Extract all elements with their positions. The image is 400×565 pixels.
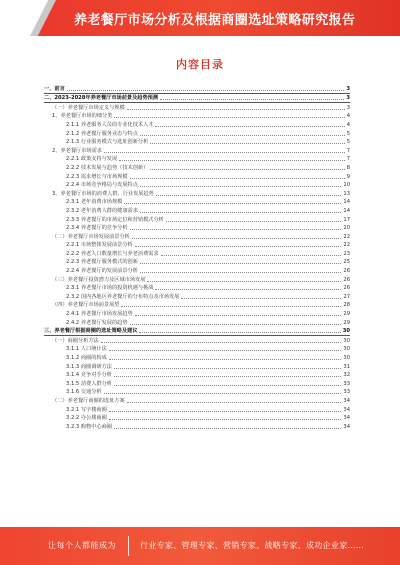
- toc-entry-title: 2.1.1 养老服务人员的专业化技术人才: [66, 121, 154, 128]
- toc-entry-title: （一）商圈分析方法: [52, 337, 99, 344]
- toc-entry[interactable]: [44, 327, 350, 336]
- toc-entry[interactable]: [44, 353, 350, 362]
- toc-entry-page: 14: [343, 199, 350, 206]
- toc-entry-title: 2.3.2 老年消费人群的健康需求: [66, 207, 138, 214]
- toc-entry-page: 4: [346, 121, 350, 128]
- toc-entry-title: 2.4.1 养老餐厅市场发展趋势: [66, 311, 133, 318]
- toc-dot-leader: [139, 332, 340, 333]
- toc-entry-title: 2.2.1 政策支持与发展: [66, 156, 118, 163]
- toc-entry[interactable]: [44, 198, 350, 207]
- toc-entry[interactable]: [44, 318, 350, 327]
- toc-dot-leader: [130, 324, 342, 325]
- toc-entry[interactable]: [44, 336, 350, 345]
- toc-entry-page: 26: [343, 276, 350, 283]
- toc-entry-title: 2.3.1 养老餐厅市场的投资机遇与挑战: [66, 285, 154, 292]
- toc-entry-page: 22: [343, 233, 350, 240]
- toc-entry-title: 3.2.3 购物中心商圈: [66, 423, 112, 430]
- toc-entry-page: 20: [343, 225, 350, 232]
- toc-entry-title: 3.2.1 写字楼商圈: [66, 406, 107, 413]
- toc-entry-title: 2.2.2 养老人口数量增长与养老消费需求: [66, 250, 159, 257]
- toc-dot-leader: [119, 160, 345, 161]
- toc-entry-title: 3.1.2 商圈的构成: [66, 355, 107, 361]
- toc-entry-page: 17: [343, 216, 350, 223]
- toc-entry[interactable]: [44, 275, 350, 284]
- toc-dot-leader: [127, 402, 342, 403]
- toc-entry-title: 二、2023-2028年养老餐厅市场前景及趋势预测: [44, 95, 159, 102]
- toc-entry-page: 26: [343, 285, 350, 292]
- toc-entry-page: 30: [343, 346, 350, 353]
- toc-dot-leader: [150, 143, 344, 144]
- toc-entry-page: 34: [343, 406, 350, 413]
- toc-entry-page: 26: [343, 268, 350, 275]
- toc-entry-title: 2.2.4 市场竞争格局与发展特点: [66, 182, 138, 189]
- toc-entry-page: 34: [343, 397, 350, 404]
- toc-entry-title: （四）养老餐厅市场前景展望: [52, 302, 120, 309]
- toc-entry[interactable]: [44, 301, 350, 310]
- toc-entry-page: 5: [346, 139, 350, 146]
- toc-dot-leader: [114, 368, 341, 369]
- report-title: 养老餐厅市场分析及根据商圈选址策略研究报告: [74, 13, 356, 28]
- toc-entry-page: 32: [343, 372, 350, 379]
- toc-entry-page: 22: [343, 242, 350, 249]
- toc-entry[interactable]: [44, 94, 350, 103]
- toc-entry-page: 4: [346, 113, 350, 120]
- toc-entry[interactable]: [44, 146, 350, 155]
- toc-dot-leader: [135, 315, 342, 316]
- toc-entry[interactable]: [44, 258, 350, 267]
- toc-entry-page: 25: [343, 259, 350, 266]
- toc-entry[interactable]: [44, 345, 350, 354]
- toc-entry[interactable]: [44, 206, 350, 215]
- toc-dot-leader: [161, 255, 342, 256]
- toc-entry-page: 3: [346, 85, 350, 92]
- toc-entry-page: 29: [343, 311, 350, 318]
- toc-dot-leader: [109, 359, 342, 360]
- toc-entry[interactable]: [44, 138, 350, 147]
- toc-dot-leader: [104, 152, 345, 153]
- toc-entry-title: （二）养老餐厅市场发展前景分析: [52, 233, 130, 240]
- toc-entry[interactable]: [44, 181, 350, 190]
- toc-entry[interactable]: [44, 371, 350, 380]
- toc-dot-leader: [114, 117, 344, 118]
- toc-entry-title: 2.3.4 养老餐厅的竞争分析: [66, 225, 128, 232]
- toc-entry-title: 2.1.2 养老餐厅服务业态与特点: [66, 130, 138, 137]
- toc-entry-title: 2.1.3 行业服务模式与选址创新分析: [66, 139, 149, 146]
- toc-entry-page: 34: [343, 423, 350, 430]
- toc-entry[interactable]: [44, 155, 350, 164]
- toc-entry-title: 2.2.2 技术发展与趋势（技术创新）: [66, 164, 149, 171]
- toc-dot-leader: [181, 298, 341, 299]
- toc-dot-leader: [132, 238, 342, 239]
- report-header-bar: [0, 0, 400, 36]
- toc-entry[interactable]: [44, 266, 350, 275]
- toc-entry-page: 34: [343, 415, 350, 422]
- toc-dot-leader: [166, 221, 342, 222]
- toc-dot-leader: [155, 126, 344, 127]
- toc-dot-leader: [67, 90, 345, 91]
- footer-slogan-left: 让每个人都能成为: [48, 541, 116, 550]
- toc-dot-leader: [104, 393, 342, 394]
- toc-entry-title: （二）养老餐厅商圈的选址方案: [52, 397, 125, 404]
- toc-entry[interactable]: [44, 362, 350, 371]
- toc-entry[interactable]: [44, 215, 350, 224]
- toc-entry[interactable]: [44, 414, 350, 423]
- toc-entry-page: 30: [343, 355, 350, 361]
- toc-dot-leader: [155, 289, 341, 290]
- toc-entry[interactable]: [44, 224, 350, 233]
- toc-entry-title: 3、养老餐厅市场的消费人群、行业发展趋势: [52, 190, 154, 197]
- toc-entry-page: 30: [343, 337, 350, 344]
- toc-entry-page: 14: [343, 207, 350, 214]
- toc-entry-page: 31: [343, 363, 350, 370]
- toc-entry-title: 3.1.4 竞争对手分析: [66, 372, 112, 379]
- footer-divider: [128, 536, 129, 556]
- toc-entry-title: 2.2.4 养老餐厅的发展前景分析: [66, 268, 138, 275]
- toc-entry-title: 2.4.2 养老餐厅发展的趋势: [66, 319, 128, 326]
- toc-entry-title: 2.3.3 养老餐厅的市场定位和营销模式分析: [66, 216, 164, 223]
- toc-entry[interactable]: [44, 405, 350, 414]
- toc-entry[interactable]: [44, 379, 350, 388]
- toc-dot-leader: [140, 135, 345, 136]
- toc-dot-leader: [147, 281, 341, 282]
- toc-entry-title: 2.2.3 需求增长与市场规模: [66, 173, 128, 180]
- toc-entry-title: 1、养老餐厅市场的细分类: [52, 113, 113, 120]
- toc-entry-page: 33: [343, 389, 350, 396]
- toc-dot-leader: [160, 99, 344, 100]
- toc-entry-page: 28: [343, 302, 350, 309]
- toc-dot-leader: [156, 195, 342, 196]
- toc-dot-leader: [140, 212, 341, 213]
- table-of-contents: [44, 84, 350, 431]
- toc-entry-title: （三）养老餐厅投资潜力及区域市场发展: [52, 276, 146, 283]
- toc-entry[interactable]: [44, 396, 350, 405]
- toc-dot-leader: [124, 203, 341, 204]
- toc-entry[interactable]: [44, 163, 350, 172]
- toc-entry-page: 33: [343, 380, 350, 387]
- toc-entry-page: 23: [343, 250, 350, 257]
- toc-entry[interactable]: [44, 422, 350, 431]
- toc-entry-title: 2.3.2 国内各地区养老餐厅的分布特点及市场发展: [66, 293, 180, 300]
- toc-entry[interactable]: [44, 189, 350, 198]
- toc-entry[interactable]: [44, 241, 350, 250]
- toc-dot-leader: [140, 263, 341, 264]
- toc-dot-leader: [150, 169, 344, 170]
- toc-dot-leader: [121, 306, 341, 307]
- toc-entry[interactable]: [44, 292, 350, 301]
- toc-entry[interactable]: [44, 103, 350, 112]
- toc-entry[interactable]: [44, 112, 350, 121]
- toc-entry[interactable]: [44, 284, 350, 293]
- toc-entry-title: 2.2.1 市场整体发展前景分析: [66, 242, 133, 249]
- toc-dot-leader: [130, 229, 342, 230]
- toc-entry-title: 2.3.1 老年消费市场规模: [66, 199, 123, 206]
- toc-entry[interactable]: [44, 129, 350, 138]
- toc-dot-leader: [135, 246, 342, 247]
- toc-dot-leader: [127, 109, 345, 110]
- toc-dot-leader: [130, 178, 345, 179]
- toc-entry-title: （一）养老餐厅市场定义与规模: [52, 104, 125, 111]
- toc-entry-page: 10: [343, 182, 350, 189]
- toc-entry[interactable]: [44, 309, 350, 318]
- toc-dot-leader: [114, 385, 341, 386]
- toc-entry[interactable]: [44, 232, 350, 241]
- toc-entry-title: 2、养老餐厅市场需求: [52, 147, 102, 154]
- toc-entry-title: 3.2.2 办公楼商圈: [66, 415, 107, 422]
- toc-entry-title: 3.1.6 交通分析: [66, 389, 102, 396]
- toc-entry-page: 8: [346, 164, 350, 171]
- toc-dot-leader: [109, 411, 342, 412]
- toc-dot-leader: [140, 186, 341, 187]
- toc-dot-leader: [114, 428, 341, 429]
- toc-dot-leader: [114, 376, 341, 377]
- toc-entry-title: 一、前言: [44, 85, 65, 92]
- toc-entry-page: 3: [346, 104, 350, 111]
- toc-dot-leader: [101, 342, 342, 343]
- toc-dot-leader: [109, 350, 342, 351]
- toc-entry-page: 27: [343, 293, 350, 300]
- toc-entry-page: 13: [343, 190, 350, 197]
- toc-entry[interactable]: [44, 249, 350, 258]
- toc-entry-title: 2.2.3 养老餐厅服务模式的创新: [66, 259, 138, 266]
- toc-entry[interactable]: [44, 84, 350, 93]
- toc-dot-leader: [140, 272, 341, 273]
- toc-entry-page: 3: [346, 95, 350, 102]
- footer-bar: [0, 527, 400, 565]
- toc-entry-title: 三、养老餐厅根据商圈的选址策略及建议: [44, 328, 138, 335]
- toc-entry[interactable]: [44, 388, 350, 397]
- toc-entry-page: 29: [343, 319, 350, 326]
- toc-entry-page: 7: [346, 147, 350, 154]
- toc-entry-title: 3.1.3 商圈调研方法: [66, 363, 112, 370]
- toc-entry-page: 5: [346, 130, 350, 137]
- toc-entry-page: 9: [346, 173, 350, 180]
- toc-dot-leader: [109, 419, 342, 420]
- toc-entry-page: 30: [342, 328, 350, 335]
- toc-heading: 内容目录: [176, 58, 224, 71]
- footer-slogan-right: 行业专家、管理专家、营销专家、战略专家、成功企业家……: [140, 541, 365, 550]
- toc-entry-title: 3.1.5 消费人群分析: [66, 380, 112, 387]
- toc-entry[interactable]: [44, 172, 350, 181]
- toc-entry[interactable]: [44, 120, 350, 129]
- toc-entry-page: 7: [346, 156, 350, 163]
- toc-entry-title: 3.1.1 人口统计法: [66, 346, 107, 353]
